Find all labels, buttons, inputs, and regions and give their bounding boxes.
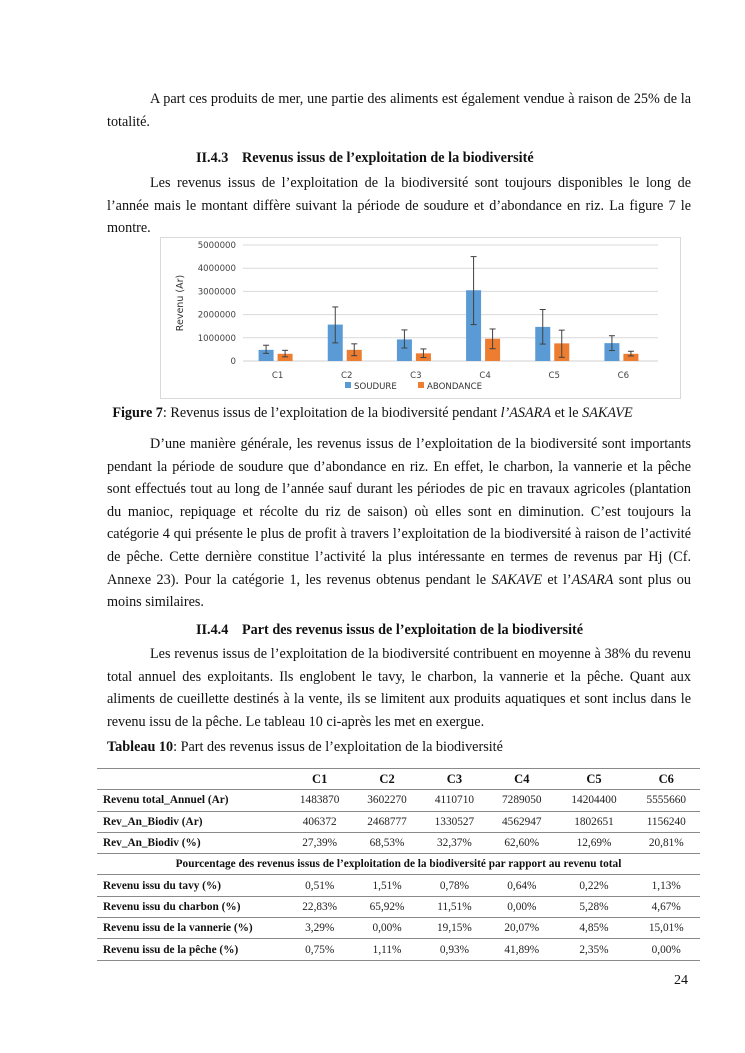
table-10-caption bbox=[107, 739, 503, 756]
y-tick-label: 5000000 bbox=[197, 241, 236, 251]
table-subheader: Pourcentage des revenus issus de l’exploitation de la biodiversité par rapport au revenu total bbox=[97, 854, 700, 875]
table-cell: 0,64% bbox=[488, 875, 555, 896]
table-cell: 41,89% bbox=[488, 939, 555, 960]
table-cell: 1483870 bbox=[286, 790, 353, 811]
y-tick-label: 4000000 bbox=[197, 264, 236, 275]
discussion-text-c: sont plus ou moins similaires. bbox=[107, 571, 691, 611]
table-cell: 19,15% bbox=[421, 918, 488, 939]
table-cell: 406372 bbox=[286, 811, 353, 832]
table-row bbox=[97, 811, 700, 832]
caption-text-mid: et le bbox=[551, 405, 583, 421]
caption-text: : Revenus issus de l’exploitation de la biodiversité pendant bbox=[162, 405, 501, 421]
section-2-4-3-paragraph: Les revenus issus de l’exploitation de la biodiversité sont toujours disponibles le long de l’année mais le montant diffère suivant la période de soudure et d’abondance en riz. La figure 7 le montre. bbox=[107, 175, 691, 237]
table-10 bbox=[97, 768, 700, 961]
table-cell: 1,13% bbox=[633, 875, 701, 896]
table-cell: 1156240 bbox=[633, 811, 701, 832]
y-tick-label: 3000000 bbox=[197, 287, 236, 298]
legend-swatch-soudure bbox=[345, 382, 351, 388]
table-cell: 0,00% bbox=[488, 896, 555, 917]
page-number: 24 bbox=[674, 973, 688, 988]
table-cell: 1330527 bbox=[421, 811, 488, 832]
table-cell: 12,69% bbox=[556, 832, 633, 853]
table-row bbox=[97, 832, 700, 853]
table-cell: 4562947 bbox=[488, 811, 555, 832]
table-cell: 3602270 bbox=[353, 790, 420, 811]
table-cell: 11,51% bbox=[421, 896, 488, 917]
table-row bbox=[97, 790, 700, 811]
x-tick-label: C3 bbox=[410, 371, 422, 381]
section-number: II.4.3 bbox=[196, 150, 229, 166]
row-label: Revenu total_Annuel (Ar) bbox=[97, 790, 286, 811]
section-title: Part des revenus issus de l’exploitation de la biodiversité bbox=[242, 622, 584, 638]
figure-7-caption bbox=[0, 405, 745, 422]
x-tick-label: C5 bbox=[548, 371, 560, 381]
table-cell: 7289050 bbox=[488, 790, 555, 811]
table-subheader-row bbox=[97, 854, 700, 875]
section-heading-2-4-4 bbox=[196, 622, 583, 639]
discussion-text-b: et l’ bbox=[541, 571, 572, 588]
row-label: Revenu issu du charbon (%) bbox=[97, 896, 286, 917]
bar-chart bbox=[161, 238, 680, 398]
table-cell: 4110710 bbox=[421, 790, 488, 811]
table-cell: 2468777 bbox=[353, 811, 420, 832]
table-cell: 1,11% bbox=[353, 939, 420, 960]
discussion-text: D’une manière générale, les revenus issus de l’exploitation de la biodiversité sont importants pendant la période de soudure que d’abondance en riz. En effet, le charbon, la vannerie et la pêche sont effectués tout au long de l’année sauf durant les périodes de pic en travaux agricoles (plantation du manioc, repiquage et récolte du riz de saison) où elles sont en diminution. C’est toujours la catégorie 4 qui présente le plus de profit à travers l’exploitation de la biodiversité à raison de l’activité de pêche. Cette dernière constitue l’activité la plus intéressante en termes de revenus par Hj (Cf. Annexe 23). Pour la catégorie 1, les revenus obtenus pendant le bbox=[107, 436, 691, 588]
caption-term-asara: l’ASARA bbox=[500, 405, 552, 421]
table-label: Tableau 10 bbox=[107, 739, 174, 755]
table-cell: 22,83% bbox=[286, 896, 353, 917]
row-label: Revenu issu de la vannerie (%) bbox=[97, 918, 286, 939]
column-header: C1 bbox=[286, 769, 353, 790]
column-header: C5 bbox=[556, 769, 633, 790]
section-2-4-4-paragraph: Les revenus issus de l’exploitation de la biodiversité contribuent en moyenne à 38% du revenu total annuel des exploitants. Ils englobent le tavy, le charbon, la vannerie et la pêche. Quant aux aliments de cueillette destinés à la vente, ils se limitent aux produits aquatiques et sont inclus dans le revenu issu de la pêche. Le tableau 10 ci-après les met en exergue. bbox=[107, 646, 691, 730]
row-label: Rev_An_Biodiv (Ar) bbox=[97, 811, 286, 832]
table-cell: 15,01% bbox=[633, 918, 701, 939]
table-cell: 5,28% bbox=[556, 896, 633, 917]
table-row bbox=[97, 918, 700, 939]
column-header: C2 bbox=[353, 769, 420, 790]
table-cell: 0,78% bbox=[421, 875, 488, 896]
table-cell: 1802651 bbox=[556, 811, 633, 832]
figure-label: Figure 7 bbox=[112, 405, 163, 421]
table-cell: 1,51% bbox=[353, 875, 420, 896]
column-header: C3 bbox=[421, 769, 488, 790]
section-title: Revenus issus de l’exploitation de la biodiversité bbox=[242, 150, 534, 166]
intro-paragraph: A part ces produits de mer, une partie des aliments est également vendue à raison de 25% de la totalité. bbox=[107, 91, 691, 130]
legend-label-soudure: SOUDURE bbox=[354, 382, 397, 392]
row-label: Revenu issu du tavy (%) bbox=[97, 875, 286, 896]
section-heading-2-4-3 bbox=[196, 150, 534, 167]
x-tick-label: C2 bbox=[341, 371, 353, 381]
table-cell: 68,53% bbox=[353, 832, 420, 853]
table-cell: 32,37% bbox=[421, 832, 488, 853]
term-sakave: SAKAVE bbox=[491, 571, 542, 588]
table-row bbox=[97, 939, 700, 960]
caption-term-sakave: SAKAVE bbox=[582, 405, 633, 421]
y-tick-label: 0 bbox=[230, 357, 236, 367]
section-number: II.4.4 bbox=[196, 622, 229, 638]
legend-swatch-abondance bbox=[418, 382, 424, 388]
discussion-paragraph bbox=[107, 433, 691, 614]
y-tick-label: 1000000 bbox=[197, 333, 236, 344]
column-header: C6 bbox=[633, 769, 701, 790]
y-tick-label: 2000000 bbox=[197, 310, 236, 321]
table-cell: 62,60% bbox=[488, 832, 555, 853]
y-axis-label: Revenu (Ar) bbox=[175, 274, 186, 332]
legend-label-abondance: ABONDANCE bbox=[427, 382, 483, 392]
term-asara: ASARA bbox=[571, 571, 614, 588]
table-cell: 0,00% bbox=[353, 918, 420, 939]
table-corner-cell bbox=[97, 769, 286, 790]
table-cell: 3,29% bbox=[286, 918, 353, 939]
table-row bbox=[97, 896, 700, 917]
table-cell: 20,81% bbox=[633, 832, 701, 853]
table-cell: 0,22% bbox=[556, 875, 633, 896]
x-tick-label: C6 bbox=[617, 371, 630, 381]
table-cell: 14204400 bbox=[556, 790, 633, 811]
table-cell: 0,51% bbox=[286, 875, 353, 896]
row-label: Revenu issu de la pêche (%) bbox=[97, 939, 286, 960]
table-cell: 2,35% bbox=[556, 939, 633, 960]
x-tick-label: C1 bbox=[271, 371, 284, 381]
x-tick-label: C4 bbox=[479, 371, 491, 381]
column-header: C4 bbox=[488, 769, 555, 790]
table-cell: 4,67% bbox=[633, 896, 701, 917]
table-row bbox=[97, 875, 700, 896]
table-cell: 0,93% bbox=[421, 939, 488, 960]
table-cell: 65,92% bbox=[353, 896, 420, 917]
table-cell: 5555660 bbox=[633, 790, 701, 811]
table-header-row bbox=[97, 769, 700, 790]
figure-7-chart bbox=[160, 237, 681, 399]
table-caption-text: : Part des revenus issus de l’exploitation de la biodiversité bbox=[173, 739, 503, 755]
table-cell: 0,00% bbox=[633, 939, 701, 960]
table-cell: 27,39% bbox=[286, 832, 353, 853]
row-label: Rev_An_Biodiv (%) bbox=[97, 832, 286, 853]
table-cell: 20,07% bbox=[488, 918, 555, 939]
table-cell: 0,75% bbox=[286, 939, 353, 960]
table-cell: 4,85% bbox=[556, 918, 633, 939]
